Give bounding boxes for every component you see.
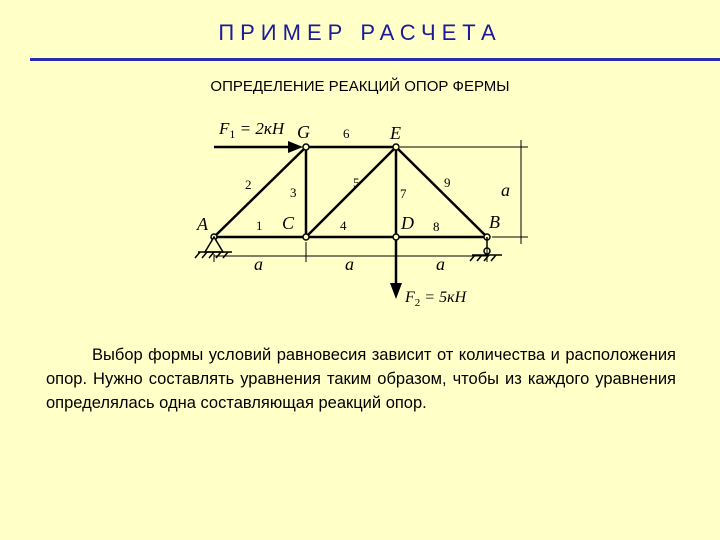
- bar-number-2: 2: [245, 177, 252, 192]
- bar-number-5: 5: [353, 175, 360, 190]
- node-label-c: C: [282, 213, 295, 233]
- force-f1-value: = 2кН: [235, 119, 285, 138]
- bar-number-7: 7: [400, 186, 407, 201]
- body-paragraph: Выбор формы условий равновесия зависит от количества и расположения опор. Нужно составлять уравнения таким образом, чтобы из каждого уравнения определялась одна составляющая реакций опор.: [46, 346, 676, 412]
- node-label-e: E: [390, 123, 401, 143]
- node-label-a: A: [197, 214, 208, 234]
- force-f2-subscript: 2: [414, 297, 421, 309]
- bar-number-4: 4: [340, 218, 347, 233]
- joint-c: [303, 234, 309, 240]
- joint-e: [393, 144, 399, 150]
- node-label-b: B: [489, 212, 500, 232]
- bar-number-8: 8: [433, 219, 440, 234]
- section-subtitle: ОПРЕДЕЛЕНИЕ РЕАКЦИЙ ОПОР ФЕРМЫ: [210, 78, 510, 95]
- dimension-label-a2: a: [345, 254, 354, 274]
- joint-g: [303, 144, 309, 150]
- force-f2-value: = 5кН: [420, 289, 467, 306]
- force-f1-subscript: 1: [229, 127, 236, 141]
- bar-number-6: 6: [343, 126, 350, 141]
- bar-number-3: 3: [290, 185, 297, 200]
- force-f2-label: [404, 289, 468, 309]
- force-f1-label: [218, 119, 286, 141]
- bar-number-9: 9: [444, 175, 451, 190]
- force-f1-symbol: F: [219, 119, 230, 138]
- dimension-label-a1: a: [254, 254, 263, 274]
- bar-numbers: [245, 126, 451, 234]
- force-f1-arrow: [214, 141, 303, 153]
- page-title: ПРИМЕР РАСЧЕТА: [218, 20, 502, 45]
- joint-d: [393, 234, 399, 240]
- dimension-lines: [214, 140, 528, 262]
- truss-members: [214, 147, 487, 237]
- bar-number-1: 1: [256, 218, 263, 233]
- dimension-label-a3: a: [436, 254, 445, 274]
- node-label-g: G: [297, 122, 310, 142]
- dimension-label-a-height: a: [501, 180, 510, 200]
- node-label-d: D: [401, 213, 414, 233]
- bar-5: [306, 147, 396, 237]
- force-f2-symbol: F: [405, 289, 415, 306]
